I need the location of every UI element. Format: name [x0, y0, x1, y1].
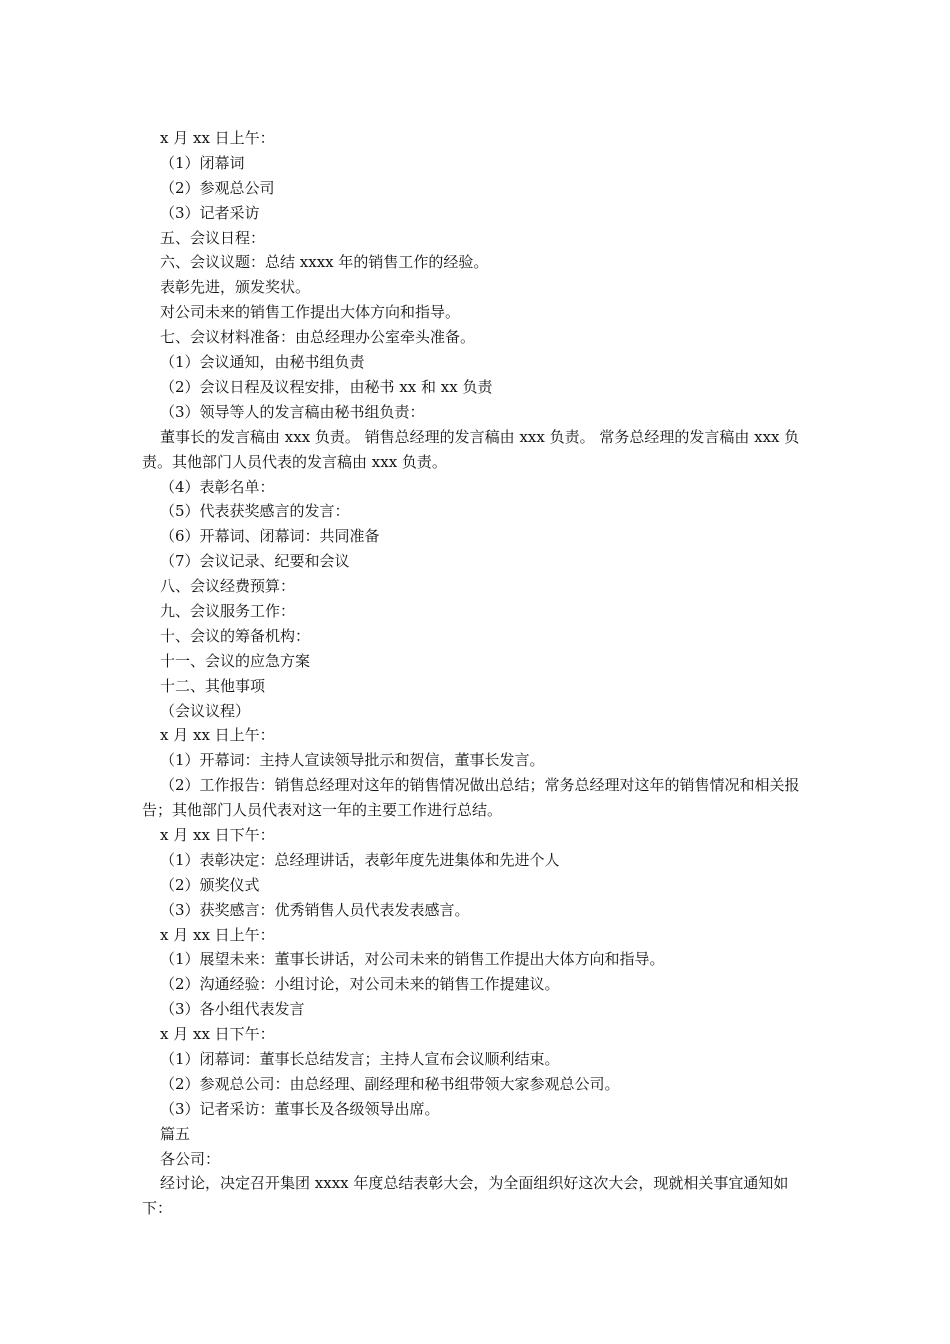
text-line: （2）颁奖仪式 [160, 875, 260, 894]
section-heading: 十一、会议的应急方案 [160, 651, 311, 670]
text-line: （1）表彰决定：总经理讲话，表彰年度先进集体和先进个人 [160, 850, 560, 869]
text-line: （7）会议记录、纪要和会议 [160, 552, 350, 571]
text-line: x 月 xx 日上午： [160, 925, 275, 944]
section-heading: 十二、其他事项 [160, 676, 266, 695]
section-heading: 六、会议议题：总结 xxxx 年的销售工作的经验。 [160, 253, 489, 272]
text-line: （6）开幕词、闭幕词：共同准备 [160, 527, 380, 546]
text-line: （5）代表获奖感言的发言： [160, 502, 350, 521]
text-line: （3）记者采访：董事长及各级领导出席。 [160, 1099, 440, 1118]
text-line: x 月 xx 日下午： [160, 1025, 275, 1044]
chapter-heading: 篇五 [160, 1124, 191, 1143]
section-heading: 七、会议材料准备：由总经理办公室牵头准备。 [160, 328, 476, 347]
paragraph: （2）工作报告：销售总经理对这年的销售情况做出总结；常务总经理对这年的销售情况和相关报告；其他部门人员代表对这一年的主要工作进行总结。 [142, 776, 800, 820]
text-line: （3）各小组代表发言 [160, 1000, 305, 1019]
paragraph: 经讨论，决定召开集团 xxxx 年度总结表彰大会，为全面组织好这次大会，现就相关事宜通知如下： [142, 1174, 789, 1218]
text-line: （1）展望未来：董事长讲话，对公司未来的销售工作提出大体方向和指导。 [160, 950, 665, 969]
section-heading: 十、会议的筹备机构： [160, 626, 311, 645]
text-line: 对公司未来的销售工作提出大体方向和指导。 [160, 303, 461, 322]
text-line: （3）记者采访 [160, 203, 260, 222]
text-line: （3）获奖感言：优秀销售人员代表发表感言。 [160, 900, 470, 919]
text-line: x 月 xx 日下午： [160, 826, 275, 844]
text-line: （1）开幕词：主持人宣读领导批示和贺信，董事长发言。 [160, 751, 545, 770]
text-line: 表彰先进，颁发奖状。 [160, 278, 311, 297]
text-line: x 月 xx 日上午： [160, 726, 275, 745]
section-heading: 九、会议服务工作： [160, 601, 296, 620]
text-line: （2）沟通经验：小组讨论，对公司未来的销售工作提建议。 [160, 975, 560, 994]
paragraph: 董事长的发言稿由 xxx 负责。 销售总经理的发言稿由 xxx 负责。 常务总经理的发言稿由 xxx 负责。其他部门人员代表的发言稿由 xxx 负责。 [142, 427, 800, 471]
text-line: （3）领导等人的发言稿由秘书组负责： [160, 402, 425, 421]
text-line: （2）参观总公司 [160, 178, 275, 197]
text-line: （1）会议通知，由秘书组负责 [160, 353, 365, 372]
text-line: x 月 xx 日上午： [160, 129, 275, 147]
text-line: （4）表彰名单： [160, 477, 275, 496]
salutation: 各公司： [160, 1149, 221, 1168]
section-heading: 五、会议日程： [160, 228, 266, 247]
text-line: （1）闭幕词 [160, 153, 245, 172]
agenda-title: （会议议程） [160, 701, 251, 720]
text-line: （2）参观总公司：由总经理、副经理和秘书组带领大家参观总公司。 [160, 1074, 620, 1093]
text-line: （2）会议日程及议程安排，由秘书 xx 和 xx 负责 [160, 377, 493, 396]
text-line: （1）闭幕词：董事长总结发言；主持人宣布会议顺利结束。 [160, 1050, 560, 1069]
document-body [142, 126, 810, 1221]
section-heading: 八、会议经费预算： [160, 577, 296, 596]
